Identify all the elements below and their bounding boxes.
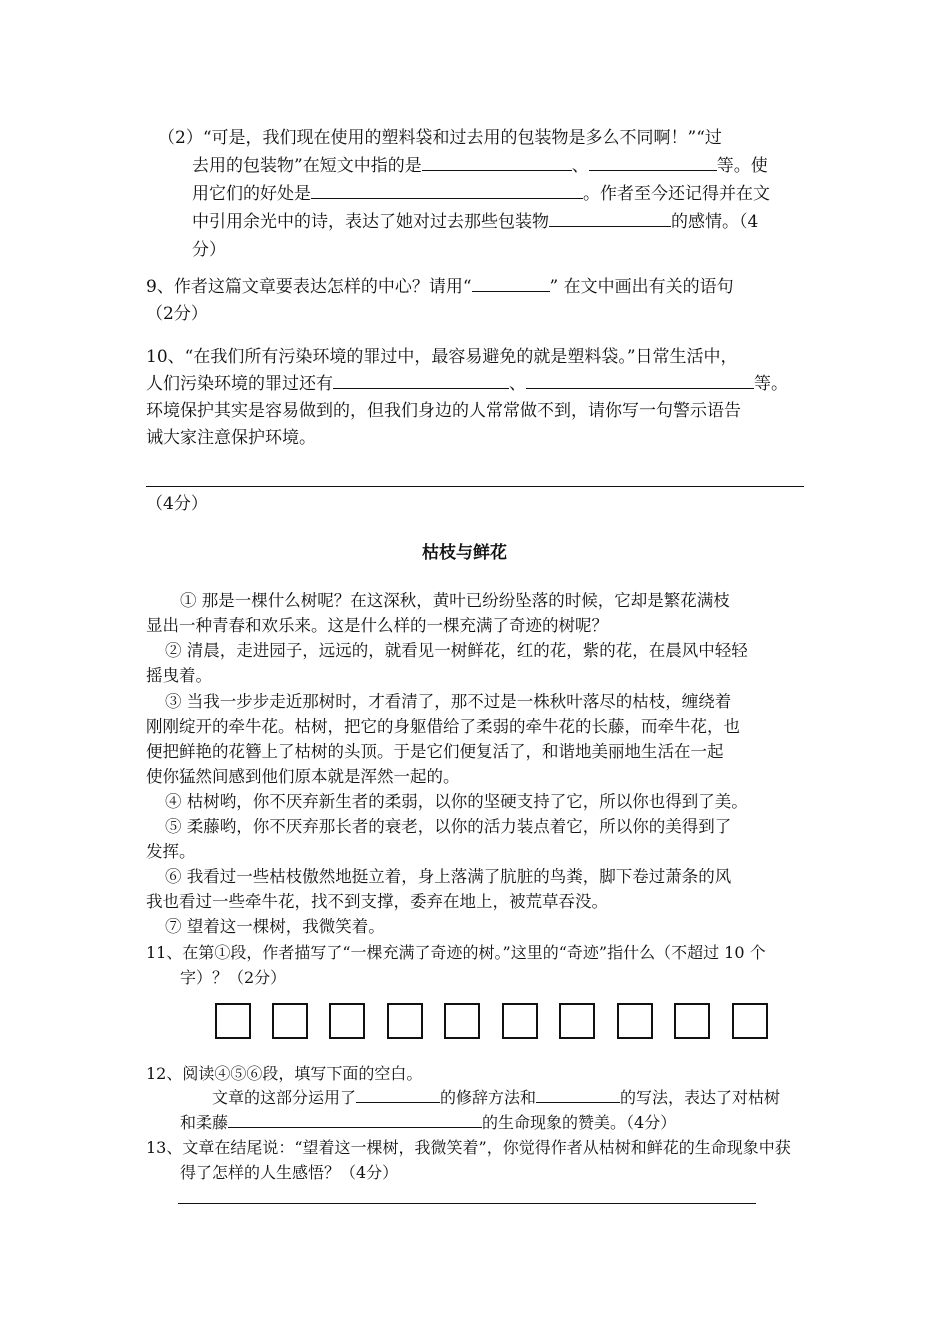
answer-box[interactable] xyxy=(732,1003,768,1039)
answer-box[interactable] xyxy=(215,1003,251,1039)
answer-blank[interactable] xyxy=(422,152,572,171)
answer-line[interactable] xyxy=(178,1203,756,1204)
q10-line1: 10、“在我们所有污染环境的罪过中，最容易避免的就是塑料袋。”日常生活中， xyxy=(146,347,738,367)
paragraph-3-line2: 刚刚绽开的牵牛花。枯树，把它的身躯借给了柔弱的牵牛花的长藤，而牵牛花，也 xyxy=(146,717,740,736)
answer-blank[interactable] xyxy=(228,1109,482,1128)
q10-score: （4分） xyxy=(146,494,208,514)
answer-blank[interactable] xyxy=(311,180,583,199)
paragraph-6-line2: 我也看过一些牵牛花，找不到支撑，委弃在地上，被荒草吞没。 xyxy=(146,892,608,911)
answer-box[interactable] xyxy=(387,1003,423,1039)
underline-marker xyxy=(472,273,550,292)
answer-box[interactable] xyxy=(444,1003,480,1039)
q12-line2: 文章的这部分运用了 的修辞方法和 的写法，表达了对枯树 xyxy=(212,1084,780,1112)
paragraph-5-line1: ⑤ 柔藤哟，你不厌弃那长者的衰老，以你的活力装点着它，所以你的美得到了 xyxy=(165,817,732,836)
q8-2-line3: 用它们的好处是 。作者至今还记得并在文 xyxy=(192,180,770,208)
answer-blank[interactable] xyxy=(549,208,671,227)
q11-line1: 11、在第①段，作者描写了“一棵充满了奇迹的树。”这里的“奇迹”指什么（不超过 10 个 xyxy=(146,943,766,962)
q8-2-line1: （2）“可是，我们现在使用的塑料袋和过去用的包装物是多么不同啊！”“过 xyxy=(158,128,722,148)
answer-box[interactable] xyxy=(674,1003,710,1039)
paragraph-1-line1: ① 那是一棵什么树呢？在这深秋，黄叶已纷纷坠落的时候，它却是繁花满枝 xyxy=(180,591,730,610)
q11-line2: 字）？（2分） xyxy=(180,968,287,987)
q13-line2: 得了怎样的人生感悟？（4分） xyxy=(180,1163,399,1182)
q12-line3: 和柔藤 的生命现象的赞美。（4分） xyxy=(180,1109,676,1137)
paragraph-2-line1: ② 清晨，走进园子，远远的，就看见一树鲜花，红的花，紫的花，在晨风中轻轻 xyxy=(165,641,748,660)
answer-box[interactable] xyxy=(329,1003,365,1039)
q10-line4: 诫大家注意保护环境。 xyxy=(146,428,316,448)
paragraph-1-line2: 显出一种青春和欢乐来。这是什么样的一棵充满了奇迹的树呢？ xyxy=(146,616,608,635)
paragraph-7: ⑦ 望着这一棵树，我微笑着。 xyxy=(165,917,385,936)
answer-line[interactable] xyxy=(146,486,804,487)
answer-box[interactable] xyxy=(617,1003,653,1039)
q8-2-line4: 中引用余光中的诗，表达了她对过去那些包装物 的感情。（4 xyxy=(192,208,758,236)
answer-box[interactable] xyxy=(272,1003,308,1039)
paragraph-2-line2: 摇曳着。 xyxy=(146,666,212,685)
q12-line1: 12、阅读④⑤⑥段，填写下面的空白。 xyxy=(146,1064,423,1083)
paragraph-5-line2: 发挥。 xyxy=(146,842,196,861)
answer-blank[interactable] xyxy=(589,152,717,171)
q9-line1: 9、作者这篇文章要表达怎样的中心？请用“ ” 在文中画出有关的语句 xyxy=(146,273,734,301)
q10-line3: 环境保护其实是容易做到的，但我们身边的人常常做不到，请你写一句警示语告 xyxy=(146,401,741,421)
q13-line1: 13、文章在结尾说：“望着这一棵树，我微笑着”，你觉得作者从枯树和鲜花的生命现象中获 xyxy=(146,1138,791,1157)
paragraph-3-line3: 便把鲜艳的花簪上了枯树的头顶。于是它们便复活了，和谐地美丽地生活在一起 xyxy=(146,742,724,761)
answer-box[interactable] xyxy=(559,1003,595,1039)
q8-2-line5: 分） xyxy=(192,240,226,260)
answer-blank[interactable] xyxy=(356,1084,440,1103)
q9-score: （2分） xyxy=(146,304,208,324)
paragraph-6-line1: ⑥ 我看过一些枯枝傲然地挺立着，身上落满了肮脏的鸟粪，脚下卷过萧条的风 xyxy=(165,867,732,886)
answer-blank[interactable] xyxy=(526,370,754,389)
paragraph-3-line1: ③ 当我一步步走近那树时，才看清了，那不过是一株秋叶落尽的枯枝，缠绕着 xyxy=(165,692,732,711)
paragraph-3-line4: 使你猛然间感到他们原本就是浑然一起的。 xyxy=(146,767,460,786)
answer-blank[interactable] xyxy=(536,1084,620,1103)
q8-2-line2: 去用的包装物”在短文中指的是 、 等。使 xyxy=(192,152,768,180)
q10-line2: 人们污染环境的罪过还有 、 等。 xyxy=(146,370,788,398)
answer-box[interactable] xyxy=(502,1003,538,1039)
answer-blank[interactable] xyxy=(333,370,509,389)
paragraph-4: ④ 枯树哟，你不厌弃新生者的柔弱，以你的坚硬支持了它，所以你也得到了美。 xyxy=(165,792,748,811)
passage-title: 枯枝与鲜花 xyxy=(422,543,507,563)
